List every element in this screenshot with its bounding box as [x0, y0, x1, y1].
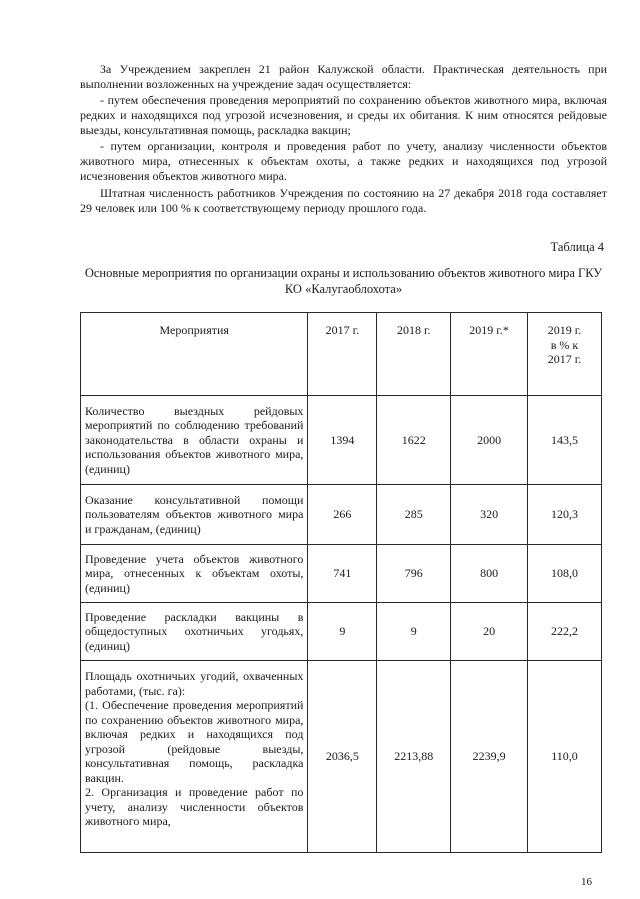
cell-2018: 796 [377, 545, 451, 603]
table-row [81, 545, 602, 603]
cell-percent: 143,5 [528, 396, 602, 485]
intro-paragraph-4: Штатная численность работников Учреждения по состоянию на 27 декабря 2018 года составляет 29 человек или 100 % к соответствующему периоду прошлого года. [80, 186, 607, 216]
cell-2018: 2213,88 [377, 661, 451, 853]
table-row [81, 603, 602, 661]
cell-2019: 2239,9 [451, 661, 528, 853]
row-name: Количество выездных рейдовых мероприятий по соблюдению требований законодательства в области охраны и использования объектов животного мира, (единиц) [81, 396, 308, 485]
row-name: Оказание консультативной помощи пользователям объектов животного мира и гражданам, (единиц) [81, 485, 308, 545]
cell-percent: 110,0 [528, 661, 602, 853]
intro-paragraph-1: За Учреждением закреплен 21 район Калужской области. Практическая деятельность при выполнении возложенных на учреждение задач осуществляется: [80, 62, 607, 92]
header-2017: 2017 г. [308, 313, 377, 396]
table-label: Таблица 4 [550, 240, 604, 254]
cell-2019: 800 [451, 545, 528, 603]
intro-paragraph-2: - путем обеспечения проведения мероприятий по сохранению объектов животного мира, включая редких и находящихся под угрозой исчезновения, и среды их обитания. К ним относятся рейдовые выезды, консультативная помощь, раскладка вакцин; [80, 93, 607, 138]
row-name-area [81, 661, 308, 853]
cell-2019: 320 [451, 485, 528, 545]
cell-2018: 285 [377, 485, 451, 545]
table-header-row [81, 313, 602, 396]
row-name: Проведение учета объектов животного мира, отнесенных к объектам охоты, (единиц) [81, 545, 308, 603]
row-name: Проведение раскладки вакцины в общедоступных охотничьих угодьях, (единиц) [81, 603, 308, 661]
cell-2018: 9 [377, 603, 451, 661]
table-row [81, 485, 602, 545]
cell-2017: 741 [308, 545, 377, 603]
intro-paragraph-3: - путем организации, контроля и проведения работ по учету, анализу численности объектов животного мира, отнесенных к объектам охоты, а также редких и находящихся под угрозой исчезновения объектов животного мира. [80, 139, 607, 184]
cell-2017: 1394 [308, 396, 377, 485]
area-line-item-1: (1. Обеспечение проведения мероприятий по сохранению объектов животного мира, включая редких и находящихся под угрозой (рейдовые выезды, консультативная помощь, раскладка вакцин. [85, 698, 304, 785]
header-2019: 2019 г.* [451, 313, 528, 396]
table-caption: Основные мероприятия по организации охраны и использованию объектов животного мира ГКУ КО «Калугаоблохота» [84, 266, 603, 296]
page-number: 16 [581, 876, 592, 888]
area-line-heading: Площадь охотничьих угодий, охваченных работами, (тыс. га): [85, 669, 304, 698]
cell-2019: 20 [451, 603, 528, 661]
header-percent: 2019 г. в % к 2017 г. [528, 313, 602, 396]
area-line-item-2: 2. Организация и проведение работ по учету, анализу численности объектов животного мира, [85, 785, 304, 828]
cell-2017: 9 [308, 603, 377, 661]
header-activities: Мероприятия [81, 313, 308, 396]
table-row [81, 396, 602, 485]
activities-table [80, 312, 602, 853]
header-2018: 2018 г. [377, 313, 451, 396]
cell-2017: 2036,5 [308, 661, 377, 853]
cell-percent: 108,0 [528, 545, 602, 603]
cell-2019: 2000 [451, 396, 528, 485]
cell-2017: 266 [308, 485, 377, 545]
cell-percent: 120,3 [528, 485, 602, 545]
cell-percent: 222,2 [528, 603, 602, 661]
table-row [81, 661, 602, 853]
cell-2018: 1622 [377, 396, 451, 485]
